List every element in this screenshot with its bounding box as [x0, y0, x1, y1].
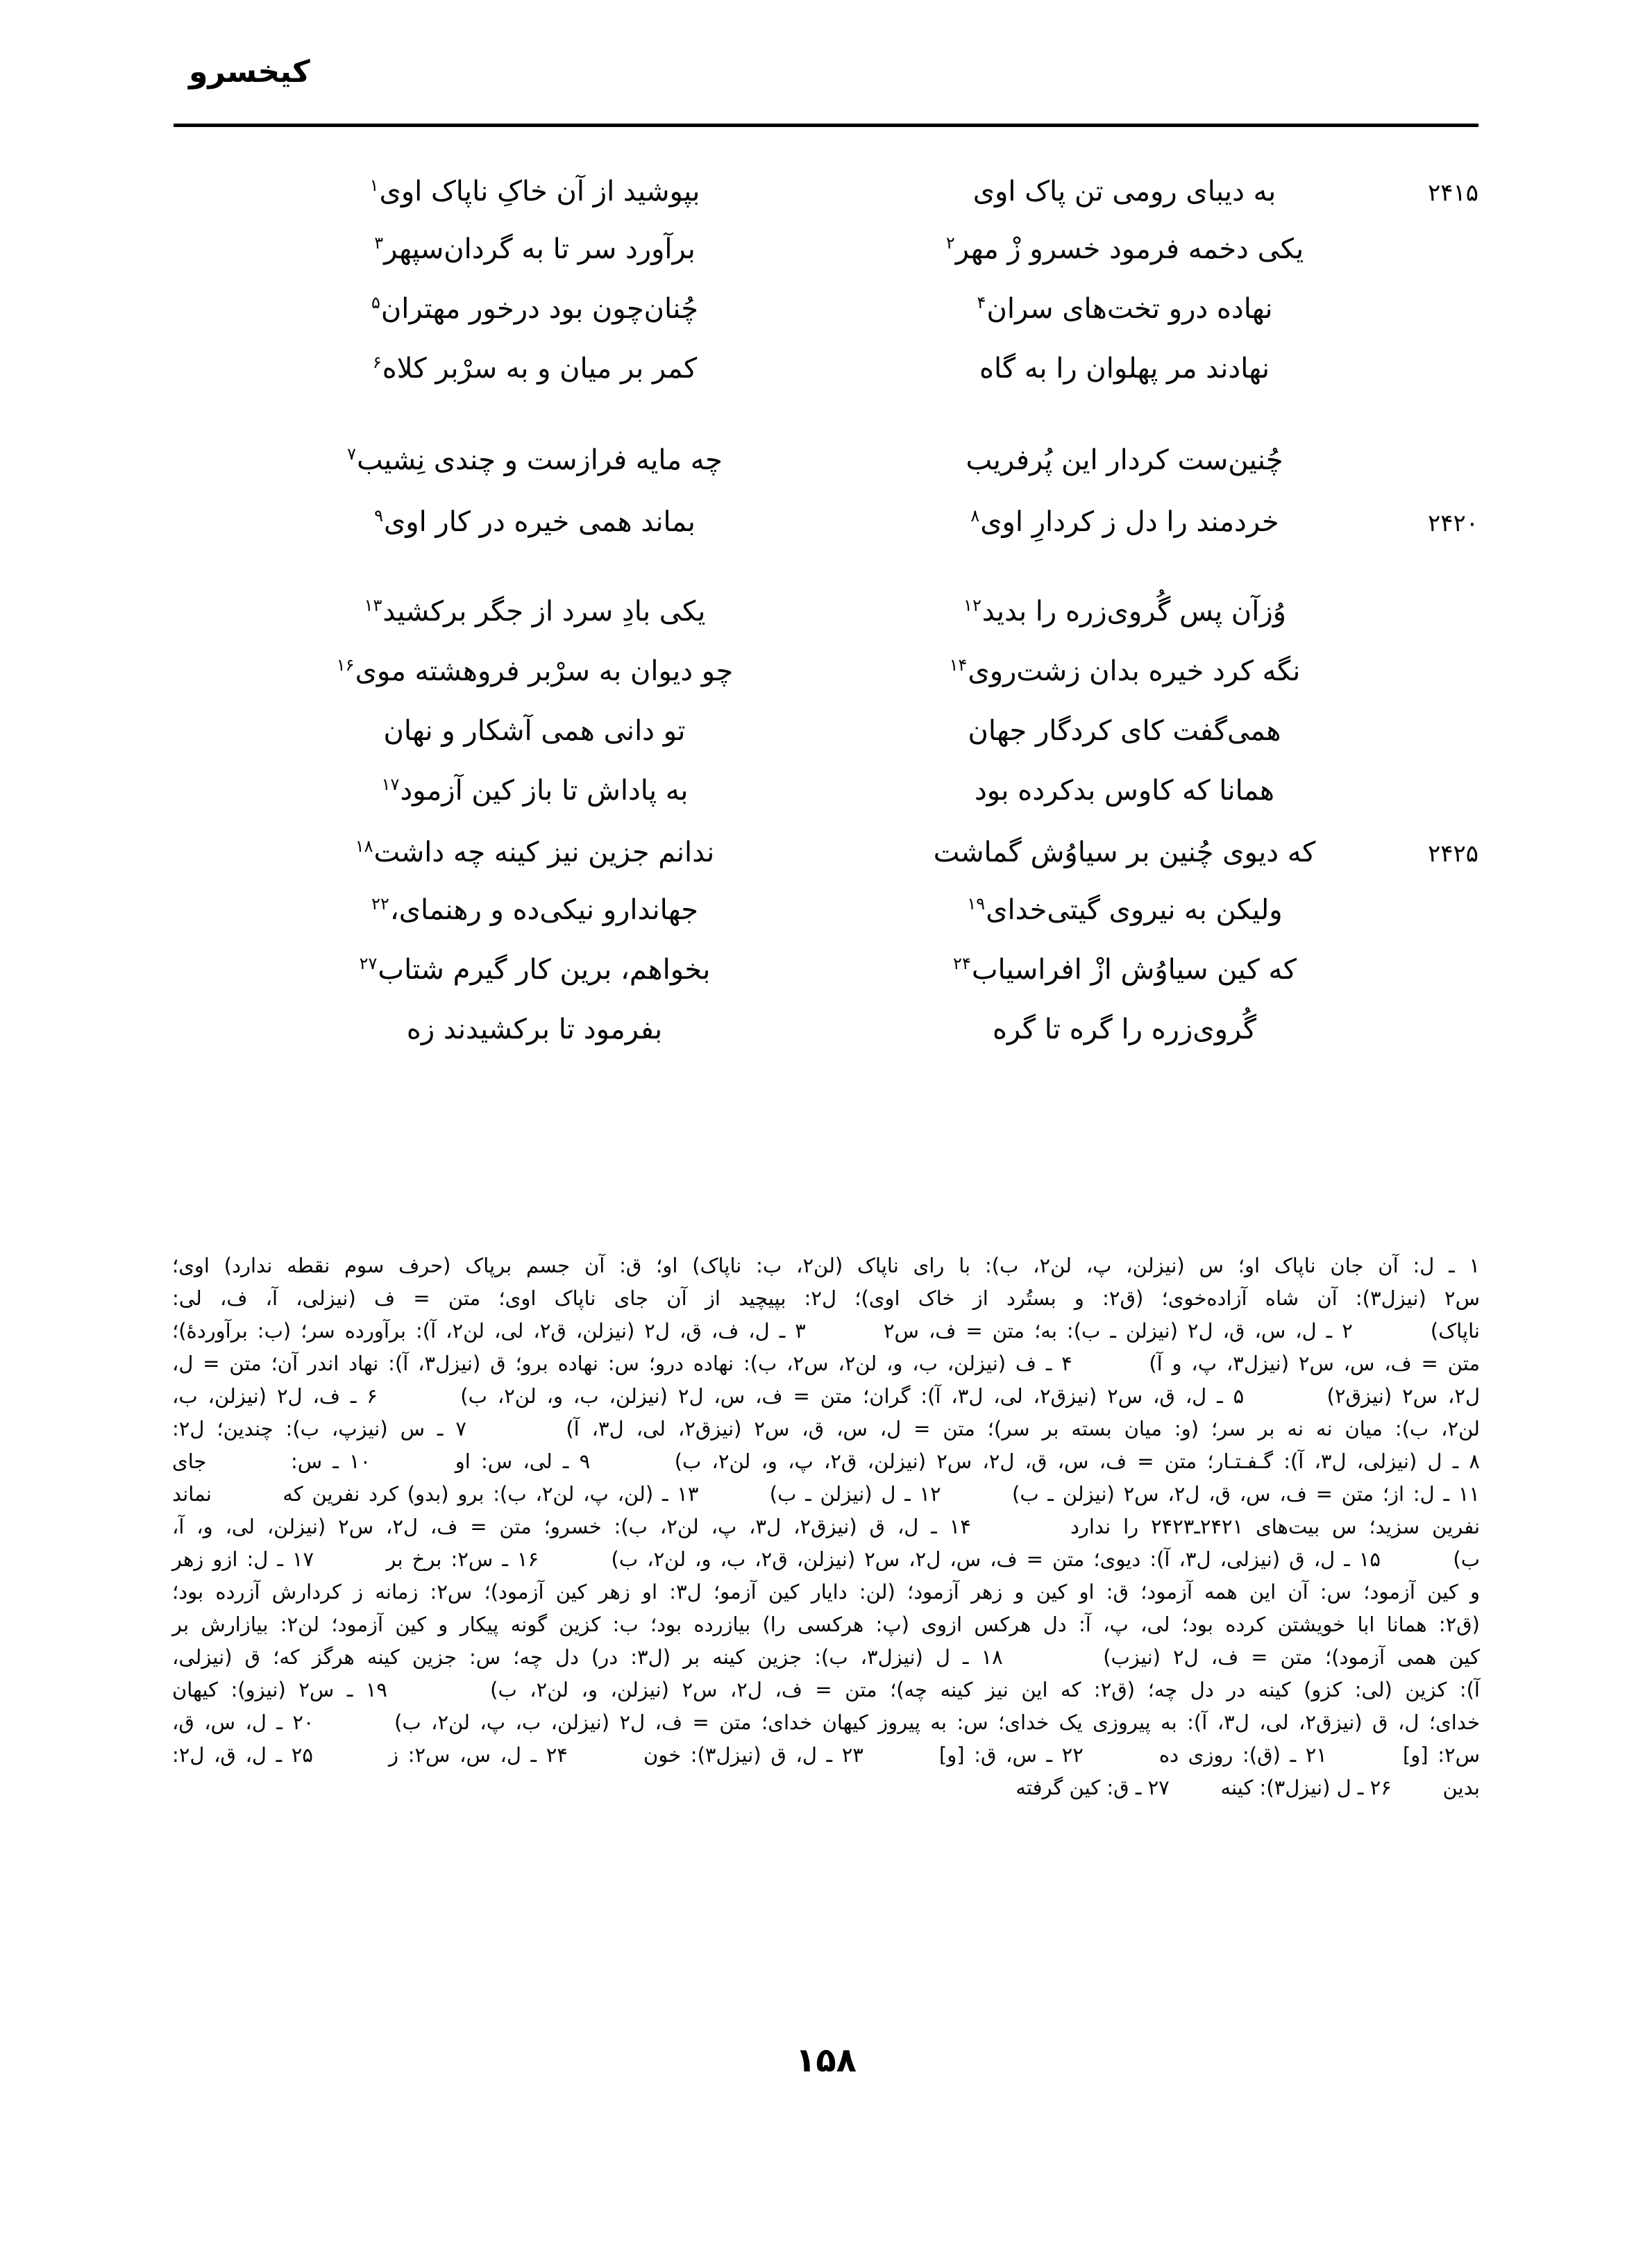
verse-line — [174, 775, 1478, 834]
footnote-marker: ۹ — [374, 505, 383, 525]
verse-number: ۲۴۱۵ — [1427, 179, 1478, 207]
apparatus-line: بدین ۲۶ ـ ل (نیزل۳): کینه ۲۷ ـ ق: کین گرفته — [1015, 1775, 1480, 1799]
verse-stanza — [174, 444, 1478, 564]
verse-line — [174, 293, 1478, 353]
hemistich-left — [271, 655, 861, 687]
hemistich-left-text: چو دیوان به سرْبر فروهشته موی — [355, 655, 734, 687]
footnote-marker: ۱۹ — [967, 893, 986, 914]
verse-number — [1402, 253, 1478, 258]
apparatus-line: (ق۲: همانا ابا خویشتن کرده بود؛ لی، پ، آ: دل هرکس ازوی (پ: هرکسی را) بیازرده بود؛ ب: کزین گونه پیکار و کین آزمود؛ لن۲: بیازارش بر — [172, 1612, 1480, 1636]
hemistich-right-text: نگه کرد خیره بدان زشت‌روی — [968, 655, 1301, 687]
hemistich-right — [861, 954, 1402, 986]
footnote-marker: ۲۴ — [953, 953, 971, 973]
hemistich-left — [271, 1014, 861, 1045]
footnote-marker: ۱۸ — [355, 836, 373, 856]
hemistich-right — [861, 775, 1402, 807]
hemistich-right — [861, 233, 1402, 265]
hemistich-right-text: همانا که کاوس بدکرده بود — [974, 775, 1275, 807]
hemistich-left-text: چُنان‌چون بود درخور مهتران — [380, 293, 699, 325]
apparatus-line: نفرین سزید؛ س بیت‌های ۲۴۲۱ـ۲۴۲۳ را ندارد ۱۴ ـ ل، ق (نیزق۲، ل۳، پ، لن۲، ب): خسرو؛ متن = ف، ل۲، س۲ (نیزلن، لی، و، آ، — [172, 1514, 1481, 1538]
critical-apparatus — [172, 1250, 1480, 1803]
verse-stanza — [174, 174, 1478, 412]
verse-line — [174, 715, 1478, 775]
apparatus-line: متن = ف، س، س۲ (نیزل۳، پ، و آ) ۴ ـ ف (نیزلن، ب، و، لن۲، س۲، ب): نهاده درو؛ س: نهاده برو؛ ق (نیزل۳، آ): نهاد اندر آن؛ متن = ل، — [172, 1351, 1480, 1375]
verse-number — [1402, 794, 1478, 800]
hemistich-left-text: کمر بر میان و به سرْبر کلاه — [382, 353, 698, 385]
apparatus-line: و کین آزمود؛ س: آن این همه آزمود؛ ق: او کین و زهر آزمود؛ (لن: دایار کین آزمو؛ ل۳: او زهر کین آزمود)؛ س۲: زمانه ز کردارش آزرده بود؛ — [172, 1579, 1480, 1604]
footnote-marker: ۴ — [977, 292, 986, 312]
verse-line — [174, 174, 1478, 233]
hemistich-left — [271, 836, 861, 868]
hemistich-left — [271, 176, 861, 208]
hemistich-right — [861, 353, 1402, 385]
hemistich-left — [271, 775, 861, 807]
header-rule — [174, 124, 1478, 127]
hemistich-right — [861, 444, 1402, 476]
apparatus-line: خدای؛ ل، ق (نیزق۲، لی، ل۳، آ): به پیروزی یک خدای؛ س: به پیروز کیهان خدای؛ متن = ف، ل۲ (نیزلن، ب، پ، لن۲، ب) ۲۰ ـ ل، س، ق، — [172, 1710, 1481, 1734]
hemistich-right-text: نهادند مر پهلوان را به گاه — [979, 353, 1270, 385]
hemistich-right — [861, 894, 1402, 926]
hemistich-left-text: یکی بادِ سرد از جگر برکشید — [382, 596, 706, 628]
hemistich-right-text: به دیبای رومی تن پاک اوی — [972, 176, 1276, 208]
hemistich-right-text: همی‌گفت کای کردگار جهان — [968, 715, 1281, 747]
hemistich-right-text: وُزآن پس گُروی‌زره را بدید — [981, 596, 1286, 628]
verse-number — [1402, 464, 1478, 469]
hemistich-right — [861, 506, 1402, 538]
apparatus-line: س۲: [و] ۲۱ ـ (ق): روزی ده ۲۲ ـ س، ق: [و] ۲۳ ـ ل، ق (نیزل۳): خون ۲۴ ـ ل، س، س۲: ز ۲۵ ـ ل، ق، ل۲: — [172, 1742, 1481, 1767]
hemistich-left — [271, 954, 861, 986]
footnote-marker: ۳ — [374, 233, 384, 253]
hemistich-left — [271, 293, 861, 325]
hemistich-left — [271, 506, 861, 538]
apparatus-line: آ): کزین (لی: کزو) کینه در دل چه؛ (ق۲: که این نیز کینه چه)؛ متن = ف، ل۲، س۲ (نیزلن، و، لن۲، ب) ۱۹ ـ س۲ (نیزو): کیهان — [172, 1677, 1480, 1701]
running-head — [174, 54, 1478, 90]
verse-number — [1402, 914, 1478, 919]
footnote-marker: ۲۷ — [359, 953, 378, 973]
folio-number: ۱۵۸ — [795, 2041, 857, 2080]
hemistich-right — [861, 1014, 1402, 1045]
hemistich-right-text: خردمند را دل ز کردارِ اوی — [980, 506, 1279, 538]
hemistich-left-text: جهاندارو نیکی‌ده و رهنمای، — [389, 894, 698, 926]
hemistich-right — [861, 655, 1402, 687]
hemistich-left — [271, 894, 861, 926]
hemistich-left-text: برآورد سر تا به گردان‌سپهر — [384, 233, 696, 265]
footnote-marker: ۱۳ — [364, 595, 382, 615]
verse-line — [174, 233, 1478, 293]
verse-stanza — [174, 596, 1478, 1073]
hemistich-right — [861, 715, 1402, 747]
hemistich-right-text: چُنین‌ست کردار این پُرفریب — [966, 444, 1283, 476]
verse-number — [1402, 973, 1478, 979]
running-head-title: کیخسرو — [189, 54, 310, 90]
hemistich-left-text: بپوشید از آن خاکِ ناپاک اوی — [379, 176, 700, 208]
verse-line — [174, 353, 1478, 412]
footnote-marker: ۱۲ — [963, 595, 981, 615]
verse-number — [1402, 734, 1478, 740]
footnote-marker: ۱۴ — [949, 655, 968, 675]
apparatus-line: ۱۱ ـ ل: از؛ متن = ف، س، ق، ل۲، س۲ (نیزلن ـ ب) ۱۲ ـ ل (نیزلن ـ ب) ۱۳ ـ (لن، پ، لن۲، ب): برو (بدو) کرد نفرین که نماند — [172, 1481, 1480, 1506]
hemistich-right — [861, 596, 1402, 628]
footnote-marker: ۱۷ — [381, 774, 400, 794]
apparatus-line: کین همی آزمود)؛ متن = ف، ل۲ (نیزب) ۱۸ ـ ل (نیزل۳، ب): جزین کینه بر (ل۳: در) دل چه؛ س: جزین کینه هرگز که؛ ق (نیزلی، — [172, 1645, 1480, 1669]
footnote-marker: ۶ — [372, 352, 382, 372]
verse-line — [174, 834, 1478, 894]
footnote-marker: ۲۲ — [371, 893, 389, 914]
verse-line — [174, 504, 1478, 564]
hemistich-right-text: یکی دخمه فرمود خسرو زْ مهر — [955, 233, 1304, 265]
hemistich-left-text: ندانم جزین نیز کینه چه داشت — [373, 836, 715, 868]
verse-number — [1402, 1033, 1478, 1039]
apparatus-line: ناپاک) ۲ ـ ل، س، ق، ل۲ (نیزلن ـ ب): به؛ متن = ف، س۲ ۳ ـ ل، ف، ق، ل۲ (نیزلن، ق۲، لی، لن۲، آ): برآورده سر؛ (ب: برآوردهٔ)؛ — [172, 1318, 1480, 1343]
verse-number — [1402, 372, 1478, 378]
hemistich-left-text: بماند همی خیره در کار اوی — [383, 506, 696, 538]
hemistich-left-text: تو دانی همی آشکار و نهان — [383, 715, 686, 747]
verse-line — [174, 444, 1478, 504]
hemistich-left — [271, 715, 861, 747]
hemistich-left-text: به پاداش تا باز کین آزمود — [400, 775, 689, 807]
verse-line — [174, 655, 1478, 715]
hemistich-left — [271, 353, 861, 385]
verse-line — [174, 894, 1478, 954]
footnote-marker: ۱۶ — [336, 655, 355, 675]
hemistich-left — [271, 233, 861, 265]
hemistich-left-text: چه مایه فرازست و چندی نِشیب — [356, 444, 723, 476]
verse-area — [174, 174, 1478, 1105]
verse-number — [1402, 675, 1478, 680]
verse-number — [1402, 312, 1478, 318]
verse-number: ۲۴۲۰ — [1427, 510, 1478, 537]
hemistich-right — [861, 836, 1402, 868]
verse-line — [174, 596, 1478, 655]
footnote-marker: ۸ — [970, 505, 980, 525]
hemistich-right-text: نهاده درو تخت‌های سران — [986, 293, 1273, 325]
apparatus-line: ل۲، س۲ (نیزق۲) ۵ ـ ل، ق، س۲ (نیزق۲، لی، ل۳، آ): گران؛ متن = ف، س، ل۲ (نیزلن، ب، و، لن۲، ب) ۶ ـ ف، ل۲ (نیزلن، ب، — [172, 1384, 1481, 1408]
hemistich-right-text: ولیکن به نیروی گیتی‌خدای — [986, 894, 1283, 926]
hemistich-right-text: که کین سیاوُش ازْ افراسیاب — [971, 954, 1297, 986]
footnote-marker: ۱ — [369, 175, 379, 195]
verse-number: ۲۴۲۵ — [1427, 840, 1478, 868]
footnote-marker: ۲ — [945, 233, 955, 253]
footnote-marker: ۷ — [347, 444, 356, 464]
apparatus-line: ۸ ـ ل (نیزلی، ل۳، آ): گـفـتـار؛ متن = ف، س، ق، ل۲، س۲ (نیزلن، ق۲، پ، و، لن۲، ب) ۹ ـ لی، س: او ۱۰ ـ س: جای — [172, 1449, 1480, 1473]
verse-number — [1402, 615, 1478, 621]
hemistich-right — [861, 293, 1402, 325]
hemistich-left-text: بفرمود تا برکشیدند زه — [406, 1014, 663, 1045]
hemistich-right-text: که دیوی چُنین بر سیاوُش گماشت — [933, 836, 1316, 868]
hemistich-left — [271, 596, 861, 628]
hemistich-left-text: بخواهم، برین کار گیرم شتاب — [378, 954, 711, 986]
hemistich-right — [861, 176, 1402, 208]
apparatus-line: لن۲، ب): میان نه نه بر سر؛ (و: میان بسته بر سر)؛ متن = ل، س، ق، س۲ (نیزق۲، لی، ل۳، آ) ۷ ـ س (نیزپ، ب): چندین؛ ل۲: — [172, 1416, 1481, 1440]
apparatus-line: ب) ۱۵ ـ ل، ق (نیزلی، ل۳، آ): دیوی؛ متن = ف، س، ل۲، س۲ (نیزلن، ق۲، ب، و، لن۲، ب) ۱۶ ـ س۲: بر‌خ بر ۱۷ ـ ل: ازو زهر — [172, 1547, 1481, 1571]
verse-line — [174, 1014, 1478, 1073]
verse-line — [174, 954, 1478, 1014]
hemistich-left — [271, 444, 861, 476]
apparatus-line: ۱ ـ ل: آن جان ناپاک او؛ س (نیزلن، پ، لن۲، ب): با رای ناپاک (لن۲، ب: ناپاک) او؛ ق: آن جسم بر‌پاک (حرف سوم نقطه ندارد) اوی؛ — [172, 1254, 1481, 1277]
apparatus-line: س۲ (نیزل۳): آن شاه آزاده‌خوی؛ (ق۲: و بستُرد از خاک اوی)؛ ل۲: بپیچید از آن جای ناپاک اوی؛ متن = ف (نیزلی، آ، ف، لی: — [172, 1286, 1480, 1310]
hemistich-right-text: گُروی‌زره را گره تا گره — [992, 1014, 1257, 1045]
footnote-marker: ۵ — [371, 292, 380, 312]
